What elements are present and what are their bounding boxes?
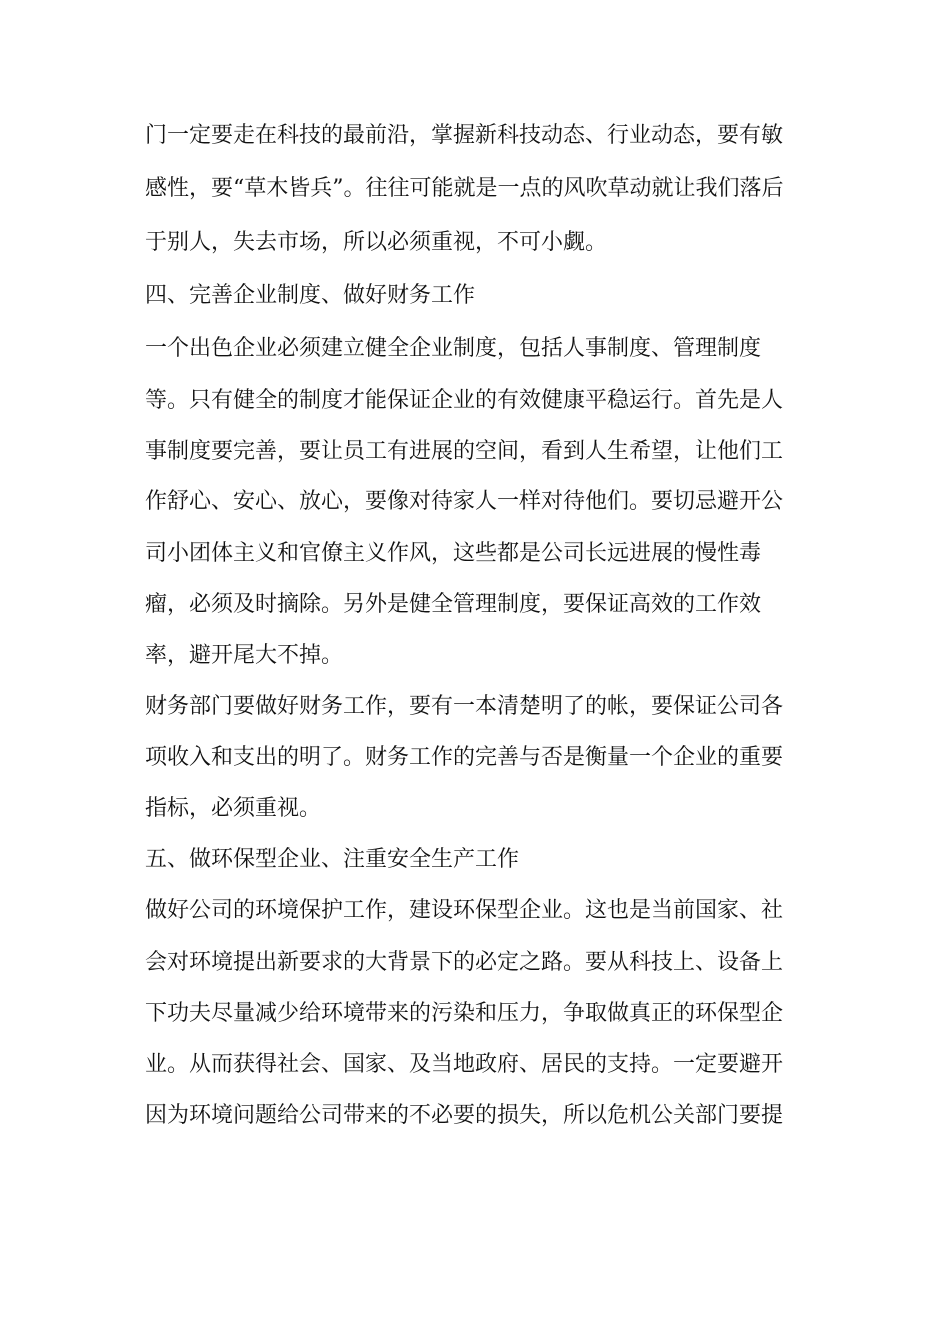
text-line: 指标，必须重视。 (145, 796, 322, 821)
text-line: 作舒心、安心、放心，要像对待家人一样对待他们。要切忌避开公 (145, 489, 784, 514)
text-line: 于别人，失去市场，所以必须重视，不可小觑。 (145, 230, 608, 255)
section-heading: 四、完善企业制度、做好财务工作 (145, 283, 476, 308)
text-line: 一个出色企业必须建立健全企业制度，包括人事制度、管理制度 (145, 336, 762, 361)
text-line: 业。从而获得社会、国家、及当地政府、居民的支持。一定要避开 (145, 1052, 784, 1077)
text-line: 下功夫尽量减少给环境带来的污染和压力，争取做真正的环保型企 (145, 1001, 784, 1026)
text-line: 感性，要“草木皆兵”。往往可能就是一点的风吹草动就让我们落后 (145, 176, 784, 201)
text-line: 做好公司的环境保护工作，建设环保型企业。这也是当前国家、社 (145, 898, 784, 923)
text-line: 门一定要走在科技的最前沿，掌握新科技动态、行业动态，要有敏 (145, 123, 784, 148)
text-line: 项收入和支出的明了。财务工作的完善与否是衡量一个企业的重要 (145, 745, 784, 770)
text-line: 事制度要完善，要让员工有进展的空间，看到人生希望，让他们工 (145, 439, 784, 464)
section-heading: 五、做环保型企业、注重安全生产工作 (145, 847, 520, 872)
text-line: 财务部门要做好财务工作，要有一本清楚明了的帐，要保证公司各 (145, 694, 784, 719)
text-line: 因为环境问题给公司带来的不必要的损失，所以危机公关部门要提 (145, 1103, 784, 1128)
text-line: 司小团体主义和官僚主义作风，这些都是公司长远进展的慢性毒 (145, 541, 762, 566)
text-line: 会对环境提出新要求的大背景下的必定之路。要从科技上、设备上 (145, 950, 784, 975)
text-line: 等。只有健全的制度才能保证企业的有效健康平稳运行。首先是人 (145, 388, 784, 413)
text-line: 瘤，必须及时摘除。另外是健全管理制度，要保证高效的工作效 (145, 592, 762, 617)
text-line: 率，避开尾大不掉。 (145, 643, 344, 668)
